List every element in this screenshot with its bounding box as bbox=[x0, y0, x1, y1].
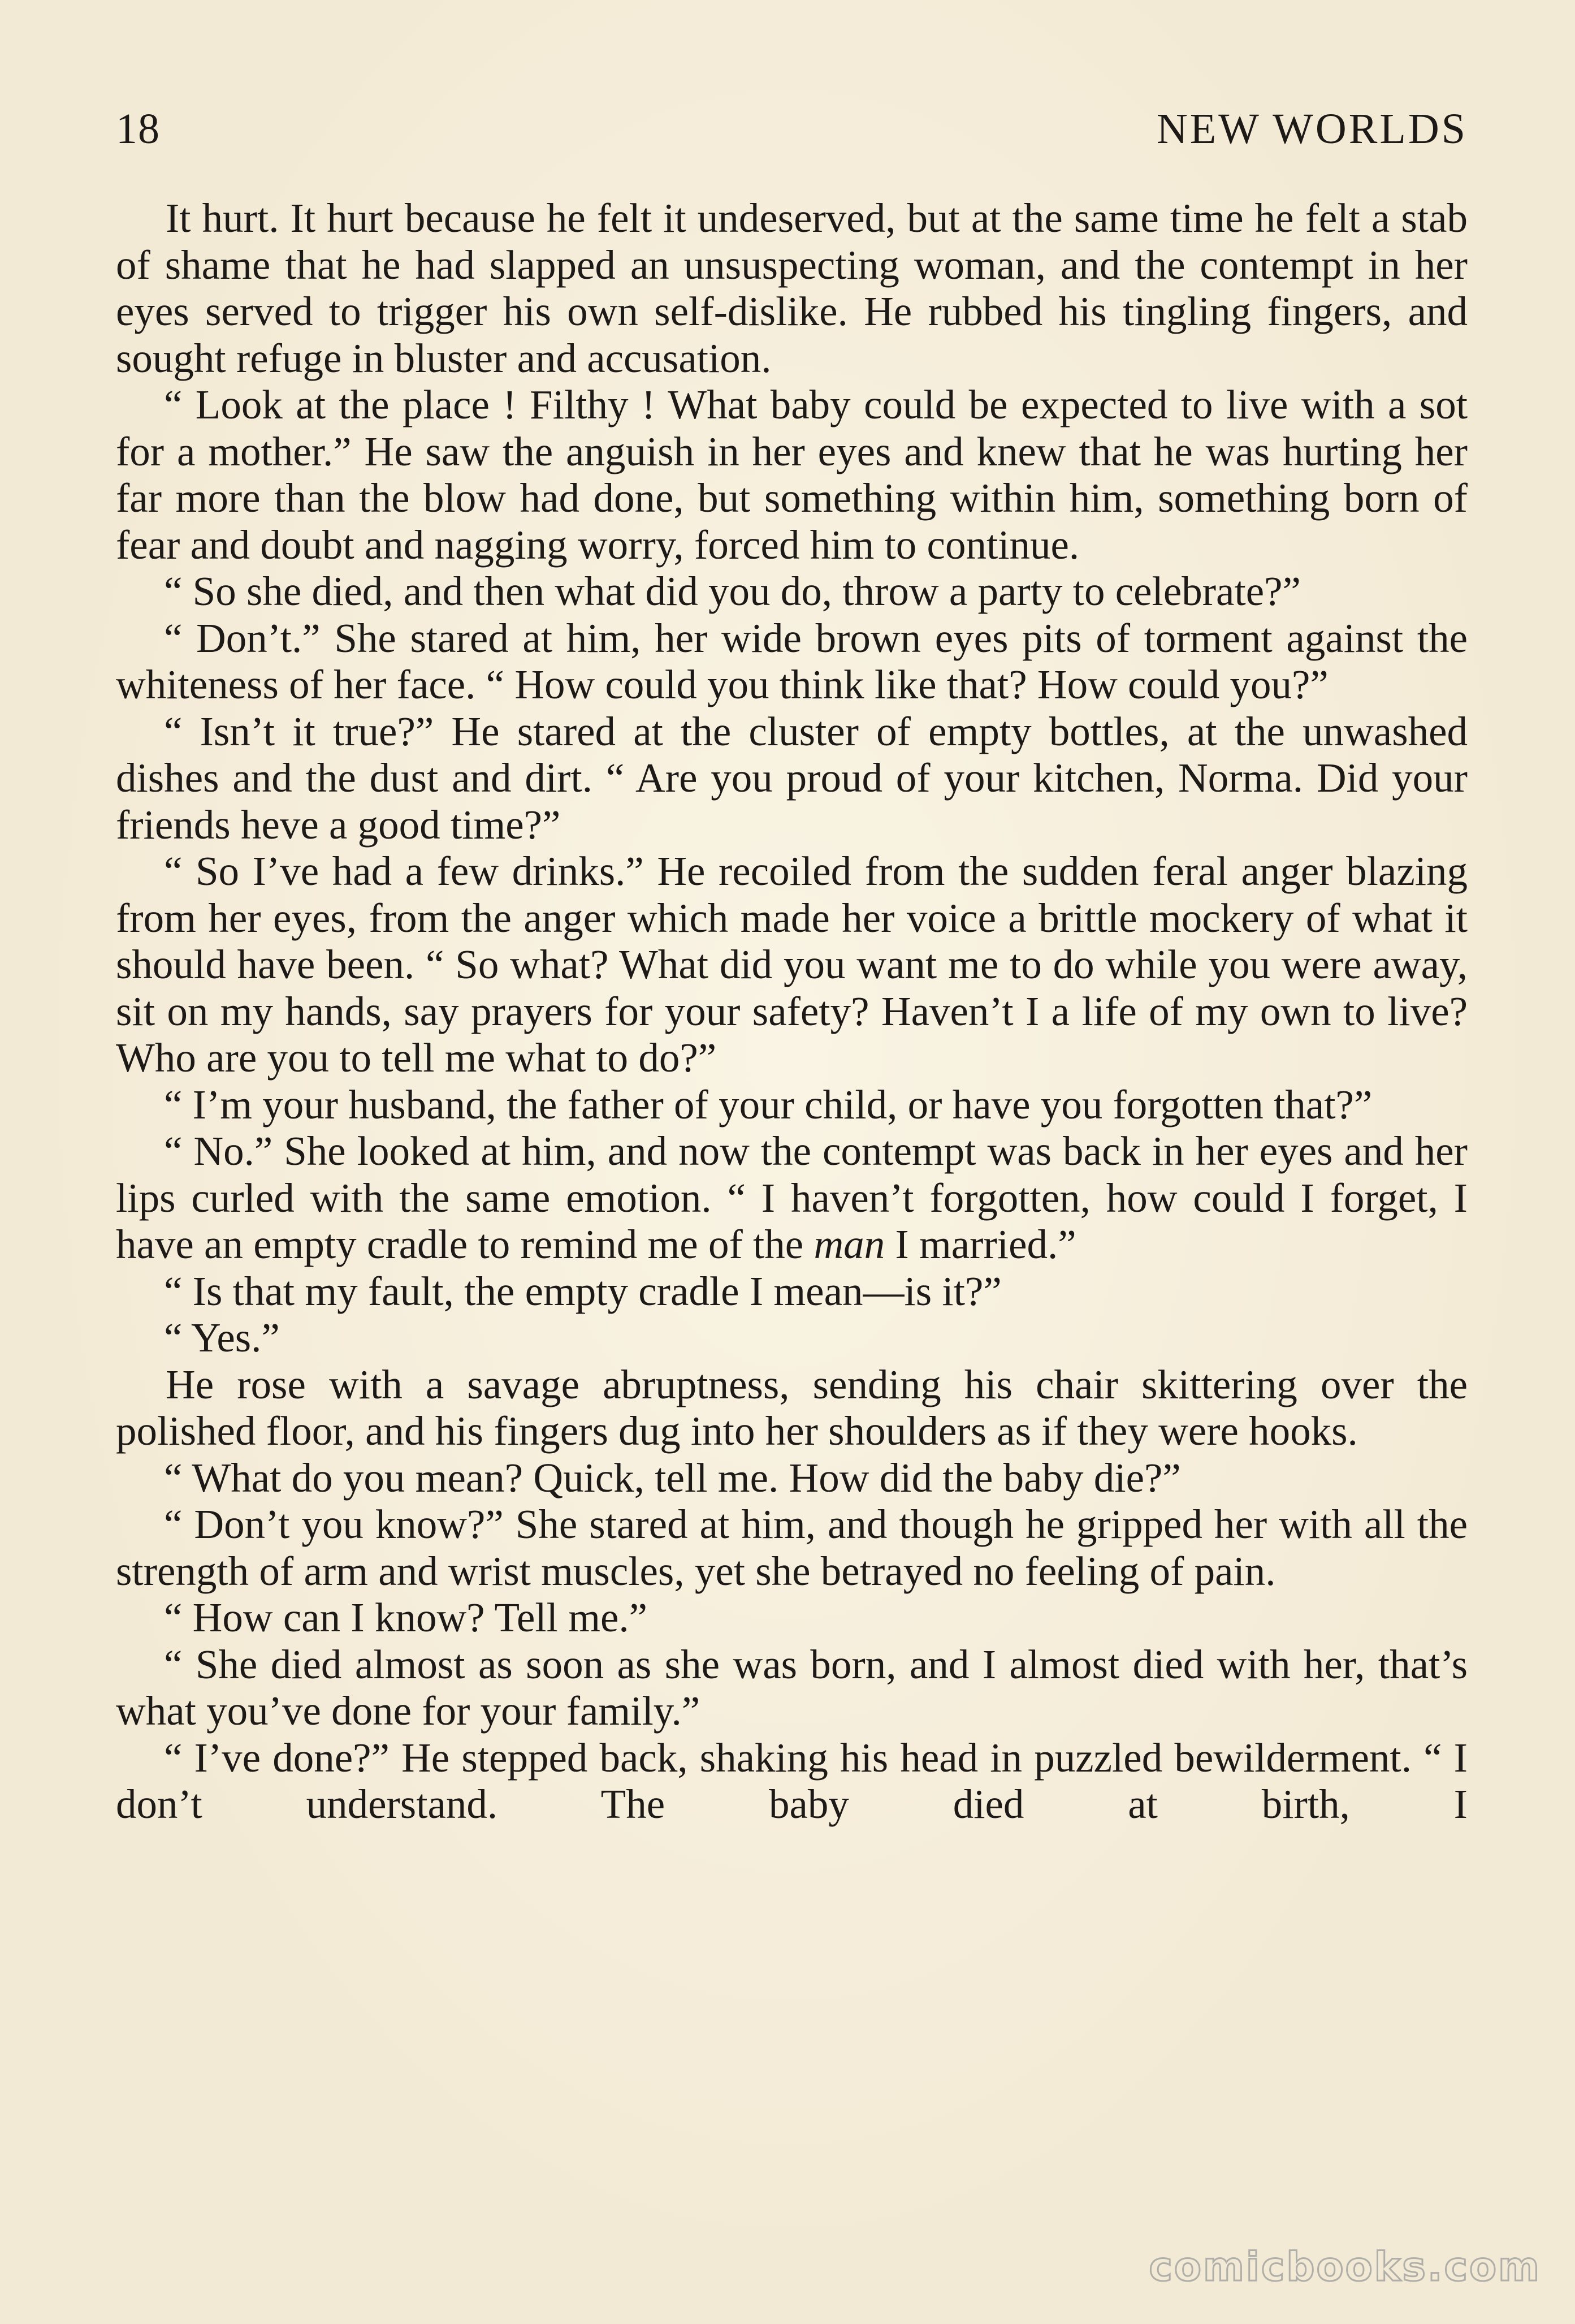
paragraph: “ What do you mean? Quick, tell me. How did the baby die?” bbox=[164, 1454, 1181, 1501]
paragraph: “ Yes.” bbox=[164, 1315, 280, 1360]
paragraph-text-end: I married.” bbox=[885, 1221, 1076, 1267]
watermark-text: comicbooks.com bbox=[1149, 2244, 1541, 2290]
paragraph: “ So I’ve had a few drinks.” He recoiled from the sudden feral anger blazing from her eyes, from the anger which made her voice a brittle mockery of what it should have been. “ So what? What did you want me to do while you were away, sit on my hands, say prayers for your safety? Haven’t I a life of my own to live? Who are you to tell me what to do?” bbox=[116, 848, 1468, 1081]
paragraph-with-emphasis bbox=[116, 1128, 1468, 1268]
paragraph: “ So she died, and then what did you do, throw a party to celebrate?” bbox=[164, 568, 1301, 614]
paragraph: “ How can I know? Tell me.” bbox=[164, 1595, 648, 1640]
paragraph: “ Is that my fault, the empty cradle I mean—is it?” bbox=[164, 1268, 1002, 1314]
paragraph: “ Don’t you know?” She stared at him, and though he gripped her with all the strength of arm and wrist muscles, yet she betrayed no feeling of pain. bbox=[116, 1501, 1468, 1594]
body-text bbox=[116, 195, 1468, 1828]
paragraph: “ Don’t.” She stared at him, her wide brown eyes pits of torment against the whiteness of her face. “ How could you think like that? How could you?” bbox=[116, 615, 1468, 707]
paragraph: It hurt. It hurt because he felt it undeserved, but at the same time he felt a stab of shame that he had slapped an unsuspecting woman, and the contempt in her eyes served to trigger his own self-dislike. He rubbed his tingling fingers, and sought refuge in bluster and accusation. bbox=[116, 195, 1468, 381]
paragraph: “ She died almost as soon as she was born, and I almost died with her, that’s what you’ve done for your family.” bbox=[116, 1641, 1468, 1734]
emphasized-word: man bbox=[814, 1221, 885, 1267]
running-head bbox=[116, 93, 1468, 161]
paragraph-text: “ No.” She looked at him, and now the contempt was back in her eyes and her lips curled with the same emotion. “ I haven’t forgotten, how could I forget, I have an empty cradle to remind me of the bbox=[116, 1128, 1468, 1267]
paragraph: “ Isn’t it true?” He stared at the cluster of empty bottles, at the unwashed dishes and the dust and dirt. “ Are you proud of your kitchen, Norma. Did your friends heve a good time?” bbox=[116, 708, 1468, 848]
paragraph: He rose with a savage abruptness, sending his chair skittering over the polished floor, and his fingers dug into her shoulders as if they were hooks. bbox=[116, 1361, 1468, 1454]
paragraph: “ I’m your husband, the father of your child, or have you forgotten that?” bbox=[164, 1081, 1373, 1128]
paragraph: “ Look at the place ! Filthy ! What baby could be expected to live with a sot for a mother.” He saw the anguish in her eyes and knew that he was hurting her far more than the blow had done, but something within him, something born of fear and doubt and nagging worry, forced him to continue. bbox=[116, 382, 1468, 568]
paragraph: “ I’ve done?” He stepped back, shaking his head in puzzled bewilderment. “ I don’t understand. The baby died at birth, I bbox=[116, 1734, 1468, 1827]
running-title: NEW WORLDS bbox=[1156, 105, 1468, 153]
page-number: 18 bbox=[116, 105, 160, 153]
